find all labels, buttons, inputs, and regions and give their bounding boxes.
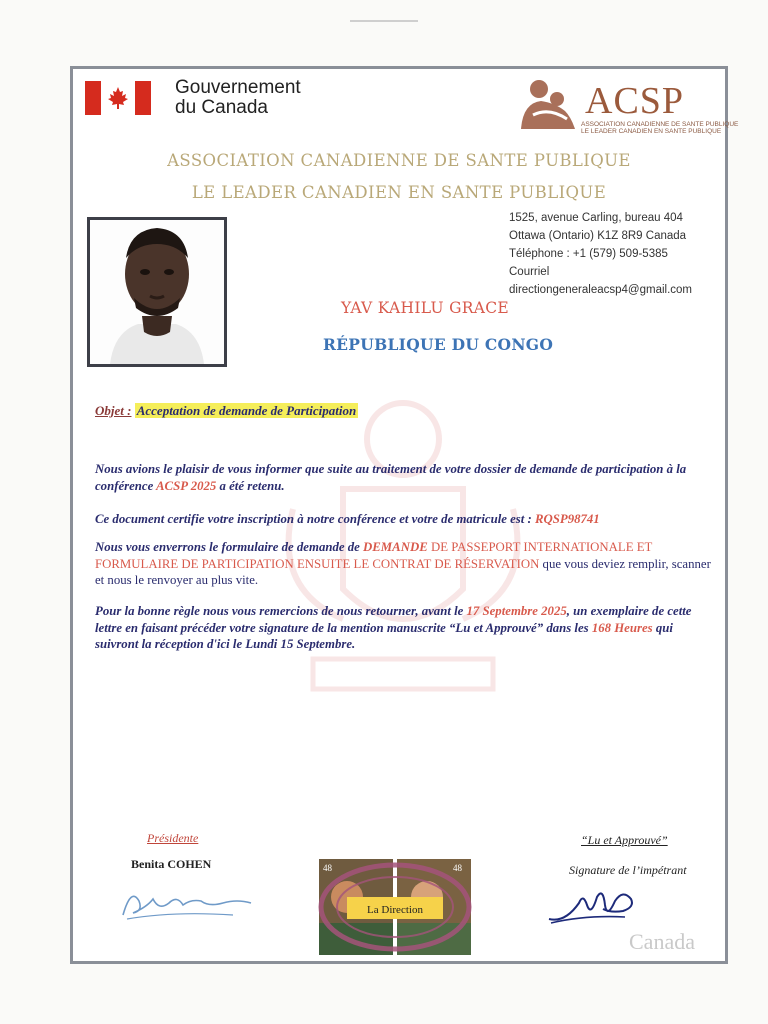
sender-address: 1525, avenue Carling, bureau 404 Ottawa (Ontario) K1Z 8R9 Canada Téléphone : +1 (579) 509-5385 Courriel directiongeneraleacsp4@gmail.com: [509, 212, 692, 296]
recipient-name: YAV KAHILU GRACE: [341, 299, 510, 317]
acsp-logo: [515, 77, 739, 135]
paragraph-3: Nous vous enverrons le formulaire de demande de DEMANDE DE PASSEPORT INTERNATIONALE ET FORMULAIRE DE PARTICIPATION ENSUITE LE CONTRAT DE RÉSERVATION que vous deviez remplir, scanner et nous le renvoyer au plus vite.: [95, 540, 711, 587]
scan-mark: [350, 20, 418, 22]
canada-wordmark: Canada: [629, 929, 695, 954]
acsp-title: ACSP: [585, 80, 685, 122]
subject-label: Objet :: [95, 403, 132, 418]
president-name: Benita COHEN: [131, 857, 212, 871]
president-signature-icon: [113, 881, 263, 925]
paragraph-4: Pour la bonne règle nous vous remercions de nous retourner, avant le 17 Septembre 2025, un exemplaire de cette lettre en faisant précéder votre signature de la mention manuscrite “Lu et Approuvé” dans les 168 Heures qui suivront la réception d'ici le Lundi 15 Septembre.: [95, 604, 692, 651]
applicant-signature-label: Signature de l’impétrant: [569, 863, 687, 877]
stamp-text: La Direction: [367, 904, 423, 916]
paragraph-1: Nous avions le plaisir de vous informer que suite au traitement de votre dossier de demande de participation à la conférence ACSP 2025 a été retenu.: [95, 462, 687, 493]
acsp-subtitle: ASSOCIATION CANADIENNE DE SANTE PUBLIQUE LE LEADER CANADIEN EN SANTE PUBLIQUE: [581, 121, 739, 135]
official-stamp: [317, 857, 473, 957]
subject-line: [95, 403, 358, 419]
letter-page: [70, 66, 739, 964]
government-of-canada-wordmark: Gouvernement du Canada: [175, 77, 301, 118]
recipient-photo: [87, 217, 227, 367]
canada-flag-icon: [85, 81, 151, 115]
svg-text:48: 48: [323, 863, 332, 873]
president-label: Présidente: [147, 831, 199, 845]
subject-text: Acceptation de demande de Participation: [136, 403, 357, 418]
applicant-signature-icon: [545, 883, 645, 927]
mother-child-logo-icon: [515, 77, 581, 133]
paragraph-2: Ce document certifie votre inscription à notre conférence et votre de matricule est : RQSP98741: [95, 512, 600, 526]
association-title-line2: LE LEADER CANADIEN EN SANTE PUBLIQUE: [191, 183, 607, 202]
association-title-line1: ASSOCIATION CANADIENNE DE SANTE PUBLIQUE: [167, 151, 631, 170]
svg-text:48: 48: [453, 863, 462, 873]
read-and-approved-label: “Lu et Approuvé”: [581, 833, 668, 847]
recipient-country: RÉPUBLIQUE DU CONGO: [323, 335, 554, 354]
